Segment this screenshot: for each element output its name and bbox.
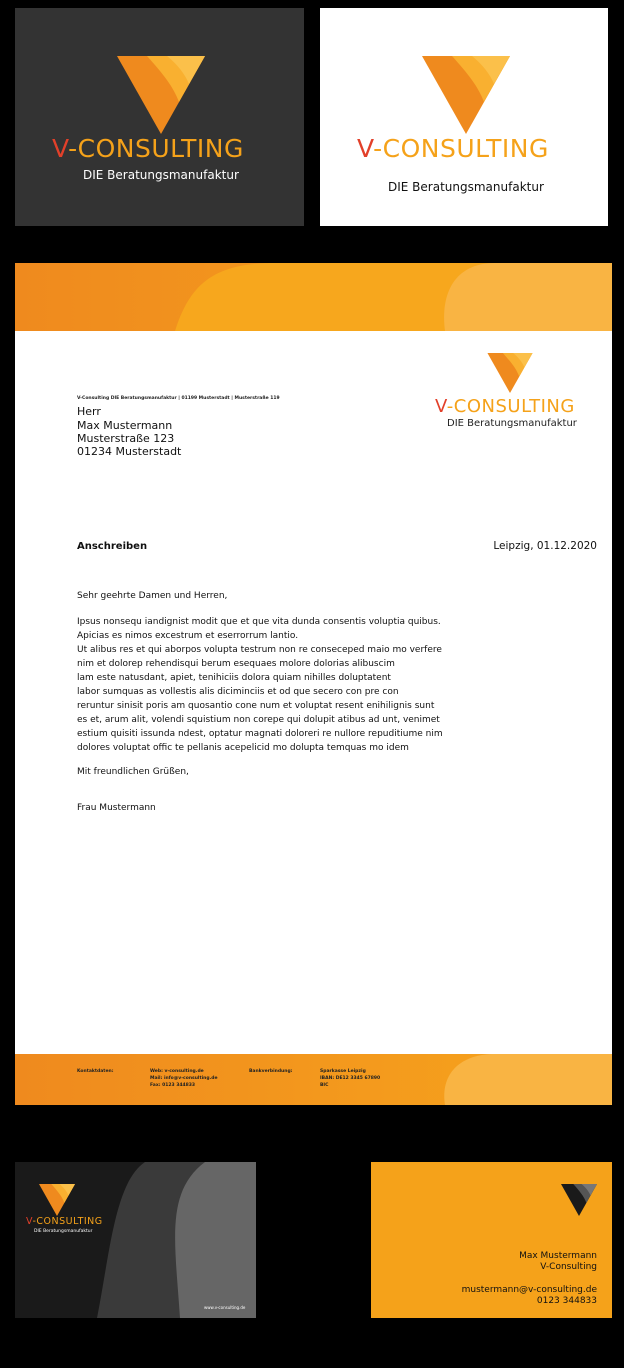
v-logo-dark-icon [561,1184,597,1216]
signature: Frau Mustermann [77,803,156,813]
subject: Anschreiben [77,541,148,552]
body-line: Ipsus nonsequ iandignist modit que et que vita dunda consentis voluptia quibus. [77,617,441,627]
brand-name-rest: -CONSULTING [446,396,575,417]
footer-bank-label: Bankverbindung: [249,1069,293,1074]
brand-name-rest: -CONSULTING [32,1216,103,1227]
body-line: reruntur sinisit poris am quosantio cone num et voluptat resent enihilignis sunt [77,701,435,711]
business-card-back [15,1162,256,1318]
recipient-line: 01234 Musterstadt [77,445,182,458]
footer-mail: Mail: info@v-consulting.de [150,1076,218,1081]
footer-fax: Fax: 0123 344833 [150,1083,195,1088]
brand-tagline: DIE Beratungsmanufaktur [388,180,544,194]
brand-name [52,134,244,163]
brand-name-v: V [357,134,374,163]
body-line: labor sumquas as vollestis alis diciminciis et od que secero con pre con [77,687,399,697]
body-line: estium quisiti issunda ndest, optatur magnati doloreri re nullore repuditiume nim [77,729,443,739]
letterhead-page [15,263,612,1105]
brand-name-rest: -CONSULTING [68,134,244,163]
footer-bank: Sparkasse Leipzig [320,1069,366,1074]
card-email: mustermann@v-consulting.de [461,1285,597,1295]
brand-name [435,396,575,417]
footer-contact-label: Kontaktdaten: [77,1069,114,1074]
brand-name [357,134,549,163]
brand-name-v: V [435,396,447,417]
card-url: www.v-consulting.de [204,1305,246,1310]
footer-iban: IBAN: DE12 3345 67890 [320,1076,381,1081]
recipient-line: Max Mustermann [77,419,173,432]
body-line: Ut alibus res et qui aborpos volupta testrum non re conseceped maio mo verfere [77,645,442,655]
card-phone: 0123 344833 [536,1296,597,1306]
card-company: V-Consulting [540,1262,597,1272]
brand-tagline: DIE Beratungsmanufaktur [447,418,577,429]
v-logo-icon [487,353,533,393]
date: Leipzig, 01.12.2020 [493,540,597,552]
brand-name [26,1216,103,1227]
v-logo-icon [422,56,510,134]
business-card-front [371,1162,612,1318]
footer-web: Web: v-consulting.de [150,1069,204,1074]
sender-line: V-Consulting DIE Beratungsmanufaktur | 01199 Musterstadt | Musterstraße 119 [77,396,280,401]
brand-tagline: DIE Beratungsmanufaktur [83,168,239,182]
logo-card-dark [15,8,304,226]
card-name: Max Mustermann [519,1251,597,1261]
body-line: lam este natusdant, apiet, tenihiciis dolora quiam nihilles doluptatent [77,673,391,683]
closing: Mit freundlichen Grüßen, [77,767,189,777]
brand-name-v: V [26,1216,33,1227]
brand-name-v: V [52,134,69,163]
body-line: es et, arum alit, volendi squistium non corepe qui dolupit atibus ad unt, venimet [77,715,440,725]
recipient-line: Herr [77,405,101,418]
letter-header-band [15,263,612,331]
body-line: nim et dolorep rehendisqui berum esequaes molore dolorias alibuscim [77,659,395,669]
body-line: dolores voluptat offic te pellanis acepelicid mo dolupta temquas mo idem [77,743,409,753]
brand-tagline: DIE Beratungsmanufaktur [34,1229,93,1234]
logo-card-light [320,8,608,226]
v-logo-icon [39,1184,75,1216]
letter-footer-band [15,1054,612,1105]
footer-bic: BIC [320,1083,329,1088]
salutation: Sehr geehrte Damen und Herren, [77,591,228,601]
v-logo-icon [117,56,205,134]
recipient-line: Musterstraße 123 [77,432,175,445]
body-line: Apicias es nimos excestrum et eserrorrum lantio. [77,631,299,641]
brand-name-rest: -CONSULTING [373,134,549,163]
